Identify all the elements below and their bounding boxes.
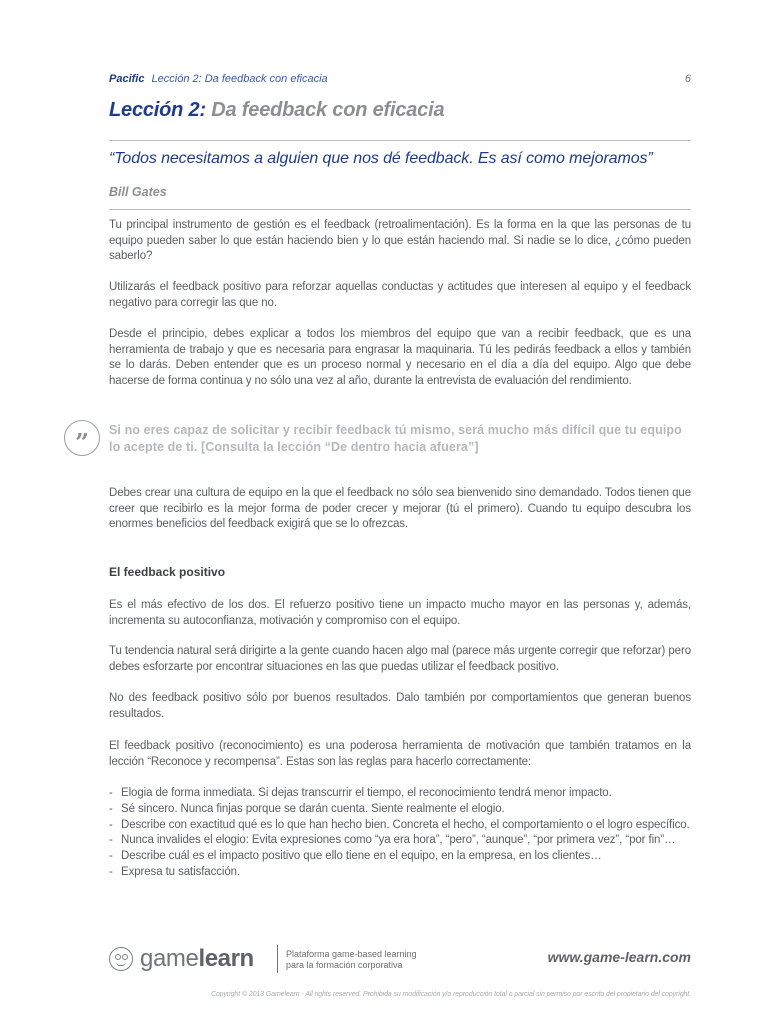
- tagline-line-2: para la formación corporativa: [286, 960, 403, 970]
- divider-top: [109, 140, 691, 141]
- footer-tagline: [286, 949, 417, 971]
- list-item: - Describe con exactitud qué es lo que han hecho bien. Concreta el hecho, el comportamiento o el logro específico.: [109, 818, 690, 831]
- paragraph-purpose: Utilizarás el feedback positivo para reforzar aquellas conductas y actitudes que interesen al equipo y el feedback negativo para corregir las que no.: [109, 281, 691, 309]
- tagline-line-1: Plataforma game-based learning: [286, 949, 417, 959]
- paragraph-rules-intro: El feedback positivo (reconocimiento) es una poderosa herramienta de motivación que también tratamos en la lección “Reconoce y recompensa”. Estas son las reglas para hacerlo correctamente:: [109, 740, 691, 768]
- list-item-text: Describe cuál es el impacto positivo que ello tiene en el equipo, en la empresa, en los clientes…: [121, 850, 602, 863]
- header-running-title: Lección 2: Da feedback con eficacia: [151, 73, 328, 85]
- website-link[interactable]: www.game-learn.com: [547, 949, 691, 965]
- divider-quote: [109, 209, 691, 210]
- list-item-text: Elogia de forma inmediata. Si dejas transcurrir el tiempo, el reconocimiento tendrá menor impacto.: [121, 787, 612, 799]
- list-item: - Expresa tu satisfacción.: [109, 865, 241, 878]
- paragraph-process: Desde el principio, debes explicar a todos los miembros del equipo que van a recibir feedback, que es una herramienta de trabajo y que es necesaria para engrasar la maquinaria. Tú les pedirás feedback a ellos y también se lo darás. Deben entender que es un proceso normal y necesario en el día a día del equipo. Algo que debe hacerse de forma continua y no sólo una vez al año, durante la entrevista de evaluación del rendimiento.: [109, 328, 691, 387]
- list-item-text: Expresa tu satisfacción.: [121, 865, 241, 878]
- lesson-title-prefix: Lección 2:: [109, 99, 206, 121]
- header-brand: Pacific: [109, 73, 145, 85]
- paragraph-tendency: Tu tendencia natural será dirigirte a la gente cuando hacen algo mal (parece más urgente corregir que reforzar) pero debes esforzarte por encontrar situaciones en las que puedas utilizar el feedback positivo.: [109, 645, 691, 673]
- copyright-notice: Copyright © 2013 Gamelearn - All rights reserved. Prohibida su modificación y/o reproducción total o parcial sin permiso por escrito del propietario del copyright.: [210, 991, 691, 998]
- lesson-title: [109, 99, 691, 122]
- epigraph-author: Bill Gates: [109, 185, 167, 199]
- footer-divider: [277, 945, 278, 973]
- logo-light: game: [140, 945, 199, 972]
- paragraph-positive-effect: Es el más efectivo de los dos. El refuerzo positivo tiene un impacto mucho mayor en las personas y, además, incrementa su autoconfianza, motivación y compromiso con el equipo.: [109, 599, 691, 627]
- list-item-text: Describe con exactitud qué es lo que han hecho bien. Concreta el hecho, el comportamiento o el logro específico.: [121, 818, 690, 831]
- callout-text: Si no eres capaz de solicitar y recibir feedback tú mismo, será mucho más difícil que tu equipo lo acepte de ti. [Consulta la lección “De dentro hacia afuera”]: [109, 423, 682, 454]
- smiley-face-icon: [109, 947, 133, 971]
- page-header: [109, 73, 691, 89]
- paragraph-intro: Tu principal instrumento de gestión es el feedback (retroalimentación). Es la forma en la que las personas de tu equipo pueden saber lo que están haciendo bien y lo que están haciendo mal. Si nadie se lo dice, ¿cómo pueden saberlo?: [109, 219, 691, 262]
- logo-wordmark: [140, 945, 254, 973]
- logo-bold: learn: [198, 945, 254, 972]
- rules-list: [109, 786, 691, 881]
- list-item: - Elogia de forma inmediata. Si dejas transcurrir el tiempo, el reconocimiento tendrá menor impacto.: [109, 787, 612, 799]
- list-item: - Sé sincero. Nunca finjas porque se darán cuenta. Siente realmente el elogio.: [109, 802, 505, 815]
- section-heading: El feedback positivo: [109, 565, 226, 579]
- list-item: - Describe cuál es el impacto positivo que ello tiene en el equipo, en la empresa, en los clientes…: [109, 850, 602, 863]
- lesson-title-text: Da feedback con eficacia: [211, 99, 445, 121]
- page-footer: [109, 943, 691, 977]
- list-item: - Nunca invalides el elogio: Evita expresiones como “ya era hora”, “pero”, “aunque”, “por primera vez”, “por fin”…: [109, 834, 676, 847]
- page-number: 6: [684, 73, 691, 85]
- quote-marks-icon: ”: [64, 420, 100, 456]
- list-item-text: Nunca invalides el elogio: Evita expresiones como “ya era hora”, “pero”, “aunque”, “por primera vez”, “por fin”…: [121, 834, 676, 847]
- paragraph-culture: Debes crear una cultura de equipo en la que el feedback no sólo sea bienvenido sino demandado. Todos tienen que creer que recibirlo es la mejor forma de poder crecer y mejorar (tú el primero). Cuando tu equipo descubra los enormes beneficios del feedback exigirá que se lo ofrezcas.: [109, 487, 691, 530]
- list-item-text: Sé sincero. Nunca finjas porque se darán cuenta. Siente realmente el elogio.: [121, 802, 505, 815]
- epigraph-quote: “Todos necesitamos a alguien que nos dé feedback. Es así como mejoramos”: [109, 150, 653, 167]
- paragraph-results: No des feedback positivo sólo por buenos resultados. Dalo también por comportamientos que generan buenos resultados.: [109, 692, 691, 720]
